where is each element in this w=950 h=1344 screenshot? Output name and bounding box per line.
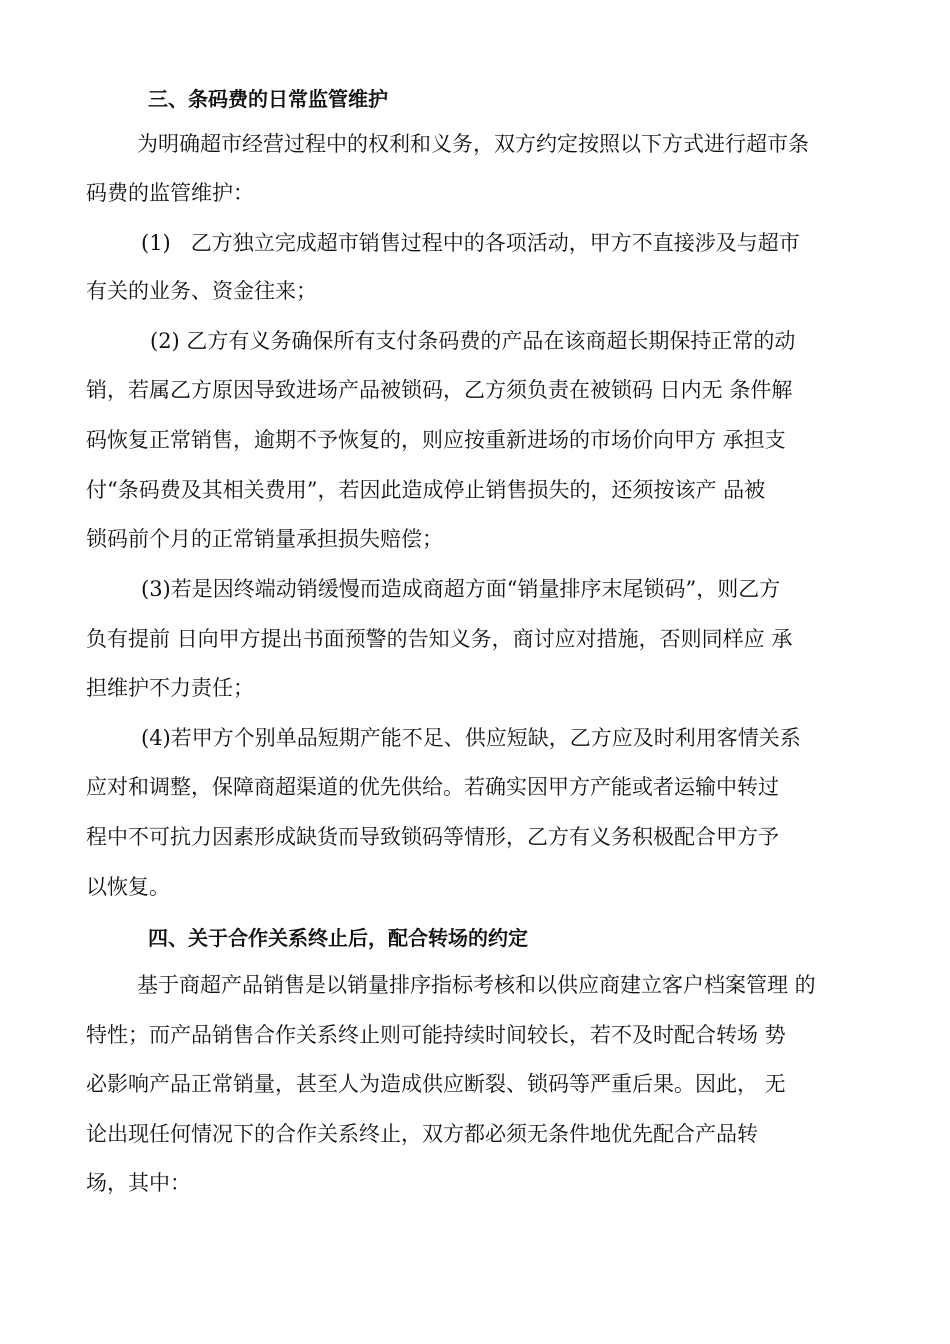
section-four-line: 必影响产品正常销量，甚至人为造成供应断裂、锁码等严重后果。因此， 无 bbox=[86, 1072, 786, 1096]
item-4-line: 应对和调整，保障商超渠道的优先供给。若确实因甲方产能或者运输中转过 bbox=[86, 775, 779, 799]
item-3-line: 负有提前 日向甲方提出书面预警的告知义务，商讨应对措施，否则同样应 承 bbox=[86, 627, 793, 651]
item-4-line: 以恢复。 bbox=[86, 875, 170, 899]
item-2-line: 付“条码费及其相关费用”，若因此造成停止销售损失的，还须按该产 品被 bbox=[86, 478, 766, 502]
item-4-line: (4)若甲方个别单品短期产能不足、供应短缺，乙方应及时利用客情关系 bbox=[141, 726, 801, 750]
section-three-intro-line: 码费的监管维护： bbox=[86, 181, 254, 205]
section-four-heading: 四、关于合作关系终止后，配合转场的约定 bbox=[148, 926, 528, 950]
item-4-line: 程中不可抗力因素形成缺货而导致锁码等情形，乙方有义务积极配合甲方予 bbox=[86, 825, 779, 849]
item-1-line: 有关的业务、资金往来； bbox=[86, 279, 317, 303]
section-four-line: 基于商超产品销售是以销量排序指标考核和以供应商建立客户档案管理 的 bbox=[137, 973, 816, 997]
item-2-line: 码恢复正常销售，逾期不予恢复的，则应按重新进场的市场价向甲方 承担支 bbox=[86, 428, 786, 452]
item-2-line: 销，若属乙方原因导致进场产品被锁码，乙方须负责在被锁码 日内无 条件解 bbox=[86, 378, 793, 402]
section-four-line: 场，其中： bbox=[86, 1171, 191, 1195]
item-1-line: (1) 乙方独立完成超市销售过程中的各项活动，甲方不直接涉及与超市 bbox=[141, 231, 800, 255]
item-3-line: 担维护不力责任； bbox=[86, 676, 254, 700]
section-four-line: 特性；而产品销售合作关系终止则可能持续时间较长，若不及时配合转场 势 bbox=[86, 1023, 786, 1047]
section-four-line: 论出现任何情况下的合作关系终止，双方都必须无条件地优先配合产品转 bbox=[86, 1122, 758, 1146]
section-three-heading: 三、条码费的日常监管维护 bbox=[148, 87, 388, 111]
item-2-line: (2) 乙方有义务确保所有支付条码费的产品在该商超长期保持正常的动 bbox=[150, 329, 796, 353]
item-3-line: (3)若是因终端动销缓慢而造成商超方面“销量排序末尾锁码”，则乙方 bbox=[141, 577, 781, 601]
section-three-intro-line: 为明确超市经营过程中的权利和义务，双方约定按照以下方式进行超市条 bbox=[137, 132, 809, 156]
item-2-line: 锁码前个月的正常销量承担损失赔偿； bbox=[86, 527, 443, 551]
